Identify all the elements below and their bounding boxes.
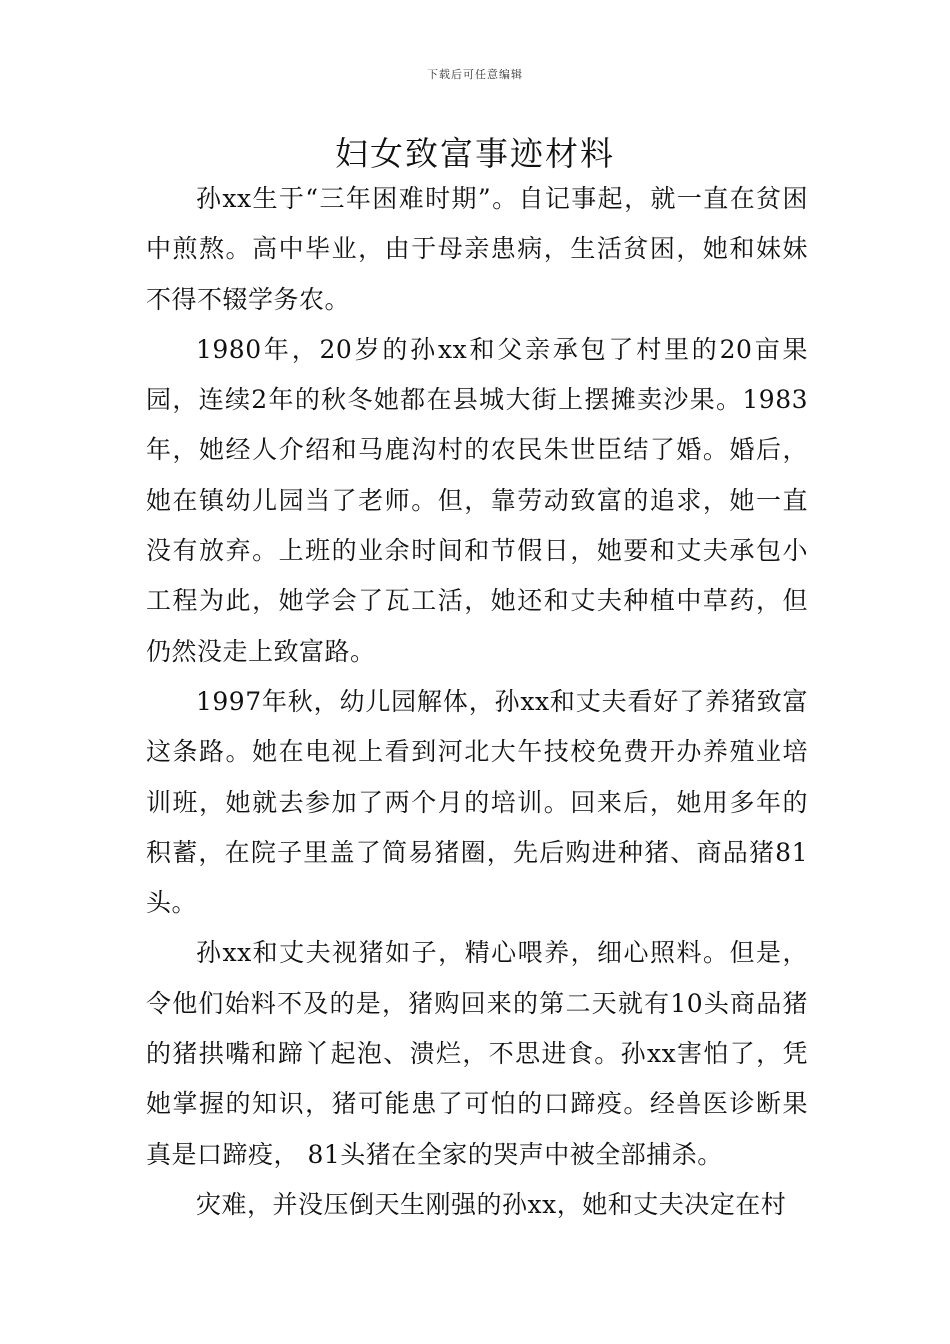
paragraph-1: 孙xx生于“三年困难时期”。自记事起，就一直在贫困中煎熬。高中毕业，由于母亲患病，生活贫困，她和妹妹不得不辍学务农。	[146, 184, 808, 314]
header-note: 下载后可任意编辑	[427, 68, 523, 81]
document-title: 妇女致富事迹材料	[335, 134, 615, 173]
paragraph-2: 1980年，20岁的孙xx和父亲承包了村里的20亩果园，连续2年的秋冬她都在县城大街上摆摊卖沙果。1983年，她经人介绍和马鹿沟村的农民朱世臣结了婚。婚后，她在镇幼儿园当了老师。但，靠劳动致富的追求，她一直没有放弃。上班的业余时间和节假日，她要和丈夫承包小工程为此，她学会了瓦工活，她还和丈夫种植中草药，但仍然没走上致富路。	[146, 334, 808, 666]
paragraph-3: 1997年秋，幼儿园解体，孙xx和丈夫看好了养猪致富这条路。她在电视上看到河北大午技校免费开办养殖业培训班，她就去参加了两个月的培训。回来后，她用多年的积蓄，在院子里盖了简易猪圈，先后购进种猪、商品猪81头。	[146, 686, 808, 918]
document-body	[146, 174, 808, 1230]
paragraph-5: 灾难，并没压倒天生刚强的孙xx，她和丈夫决定在村	[196, 1189, 787, 1219]
paragraph-4: 孙xx和丈夫视猪如子，精心喂养，细心照料。但是，令他们始料不及的是，猪购回来的第二天就有10头商品猪的猪拱嘴和蹄丫起泡、溃烂，不思进食。孙xx害怕了，凭她掌握的知识，猪可能患了可怕的口蹄疫。经兽医诊断果真是口蹄疫， 81头猪在全家的哭声中被全部捕杀。	[146, 938, 808, 1169]
